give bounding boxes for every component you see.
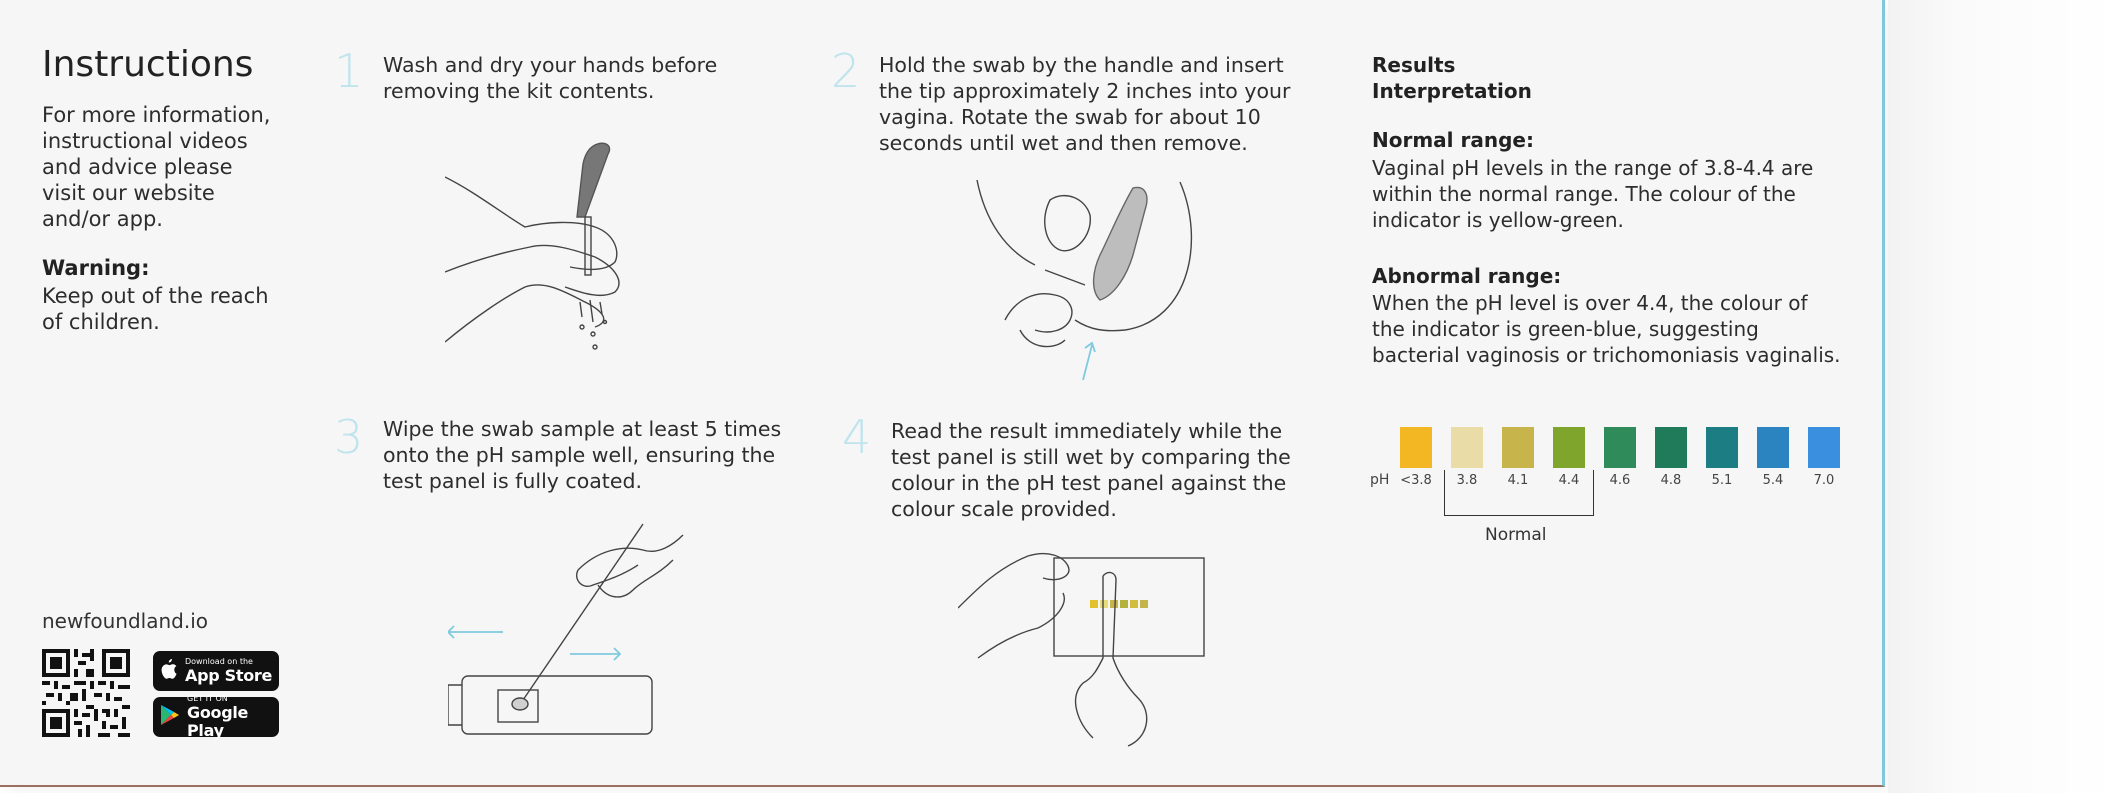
apple-icon <box>161 659 177 683</box>
ph-swatch <box>1706 427 1738 468</box>
abnormal-range-heading: Abnormal range: <box>1372 264 1562 288</box>
reading-result-illustration <box>958 548 1208 748</box>
google-play-button[interactable] <box>153 694 279 740</box>
ph-swatch <box>1502 427 1534 468</box>
app-store-button[interactable] <box>153 651 279 691</box>
ph-swatch-label: 7.0 <box>1813 473 1835 488</box>
normal-range-bracket <box>1444 470 1594 516</box>
ph-swatch <box>1757 427 1789 468</box>
app-store-label: App Store <box>185 666 273 685</box>
normal-range-heading: Normal range: <box>1372 128 1534 152</box>
step-4-number: 4 <box>842 410 872 464</box>
step-3-text: Wipe the swab sample at least 5 times onto the pH sample well, ensuring the test panel is fully coated. <box>383 417 782 493</box>
warning-heading: Warning: <box>42 256 150 280</box>
ph-swatch-label: 3.8 <box>1456 473 1478 488</box>
swab-insertion-illustration <box>975 180 1207 395</box>
ph-swatch <box>1400 427 1432 468</box>
google-play-label: Google Play <box>187 703 249 740</box>
instructions-title: Instructions <box>42 44 254 85</box>
background-shadow <box>1888 0 2117 793</box>
app-store-small-label: Download on the <box>185 657 253 666</box>
ph-swatch-label: 4.1 <box>1507 473 1529 488</box>
hand-washing-illustration <box>445 142 645 357</box>
website-link[interactable]: newfoundland.io <box>42 609 208 633</box>
ph-swatch <box>1451 427 1483 468</box>
ph-swatch-label: <3.8 <box>1400 473 1432 488</box>
google-play-small-label: GET IT ON <box>187 694 228 703</box>
ph-swatch <box>1808 427 1840 468</box>
results-heading <box>1372 52 1532 104</box>
abnormal-range-text: When the pH level is over 4.4, the colour of the indicator is green-blue, suggesting bacterial vaginosis or trichomoniasis vaginalis. <box>1372 291 1841 367</box>
results-heading-line1: Results <box>1372 53 1456 77</box>
step-3-number: 3 <box>334 410 364 464</box>
normal-range-text: Vaginal pH levels in the range of 3.8-4.4 are within the normal range. The colour of the indicator is yellow-green. <box>1372 156 1814 232</box>
play-icon <box>161 705 179 729</box>
step-1-text: Wash and dry your hands before removing the kit contents. <box>383 53 718 103</box>
swab-wiping-illustration <box>448 520 708 740</box>
ph-swatch <box>1655 427 1687 468</box>
step-2-text: Hold the swab by the handle and insert the tip approximately 2 inches into your vagina. Rotate the swab for about 10 seconds until wet and then remove. <box>879 53 1291 155</box>
ph-swatch-label: 4.6 <box>1609 473 1631 488</box>
ph-scale-prefix: pH <box>1370 472 1390 488</box>
ph-swatch-label: 5.4 <box>1762 473 1784 488</box>
ph-swatch <box>1553 427 1585 468</box>
step-2-number: 2 <box>831 44 861 98</box>
ph-swatch-label: 5.1 <box>1711 473 1733 488</box>
results-heading-line2: Interpretation <box>1372 79 1532 103</box>
step-4-text: Read the result immediately while the test panel is still wet by comparing the colour in the pH test panel against the colour scale provided. <box>891 419 1291 521</box>
normal-bracket-label: Normal <box>1485 525 1547 545</box>
step-1-number: 1 <box>334 44 364 98</box>
ph-swatch <box>1604 427 1636 468</box>
ph-swatch-label: 4.4 <box>1558 473 1580 488</box>
warning-text: Keep out of the reach of children. <box>42 284 269 334</box>
ph-swatch-label: 4.8 <box>1660 473 1682 488</box>
qr-code-icon[interactable] <box>42 649 130 737</box>
more-info-text: For more information, instructional videos and advice please visit our website and/or app. <box>42 103 271 231</box>
